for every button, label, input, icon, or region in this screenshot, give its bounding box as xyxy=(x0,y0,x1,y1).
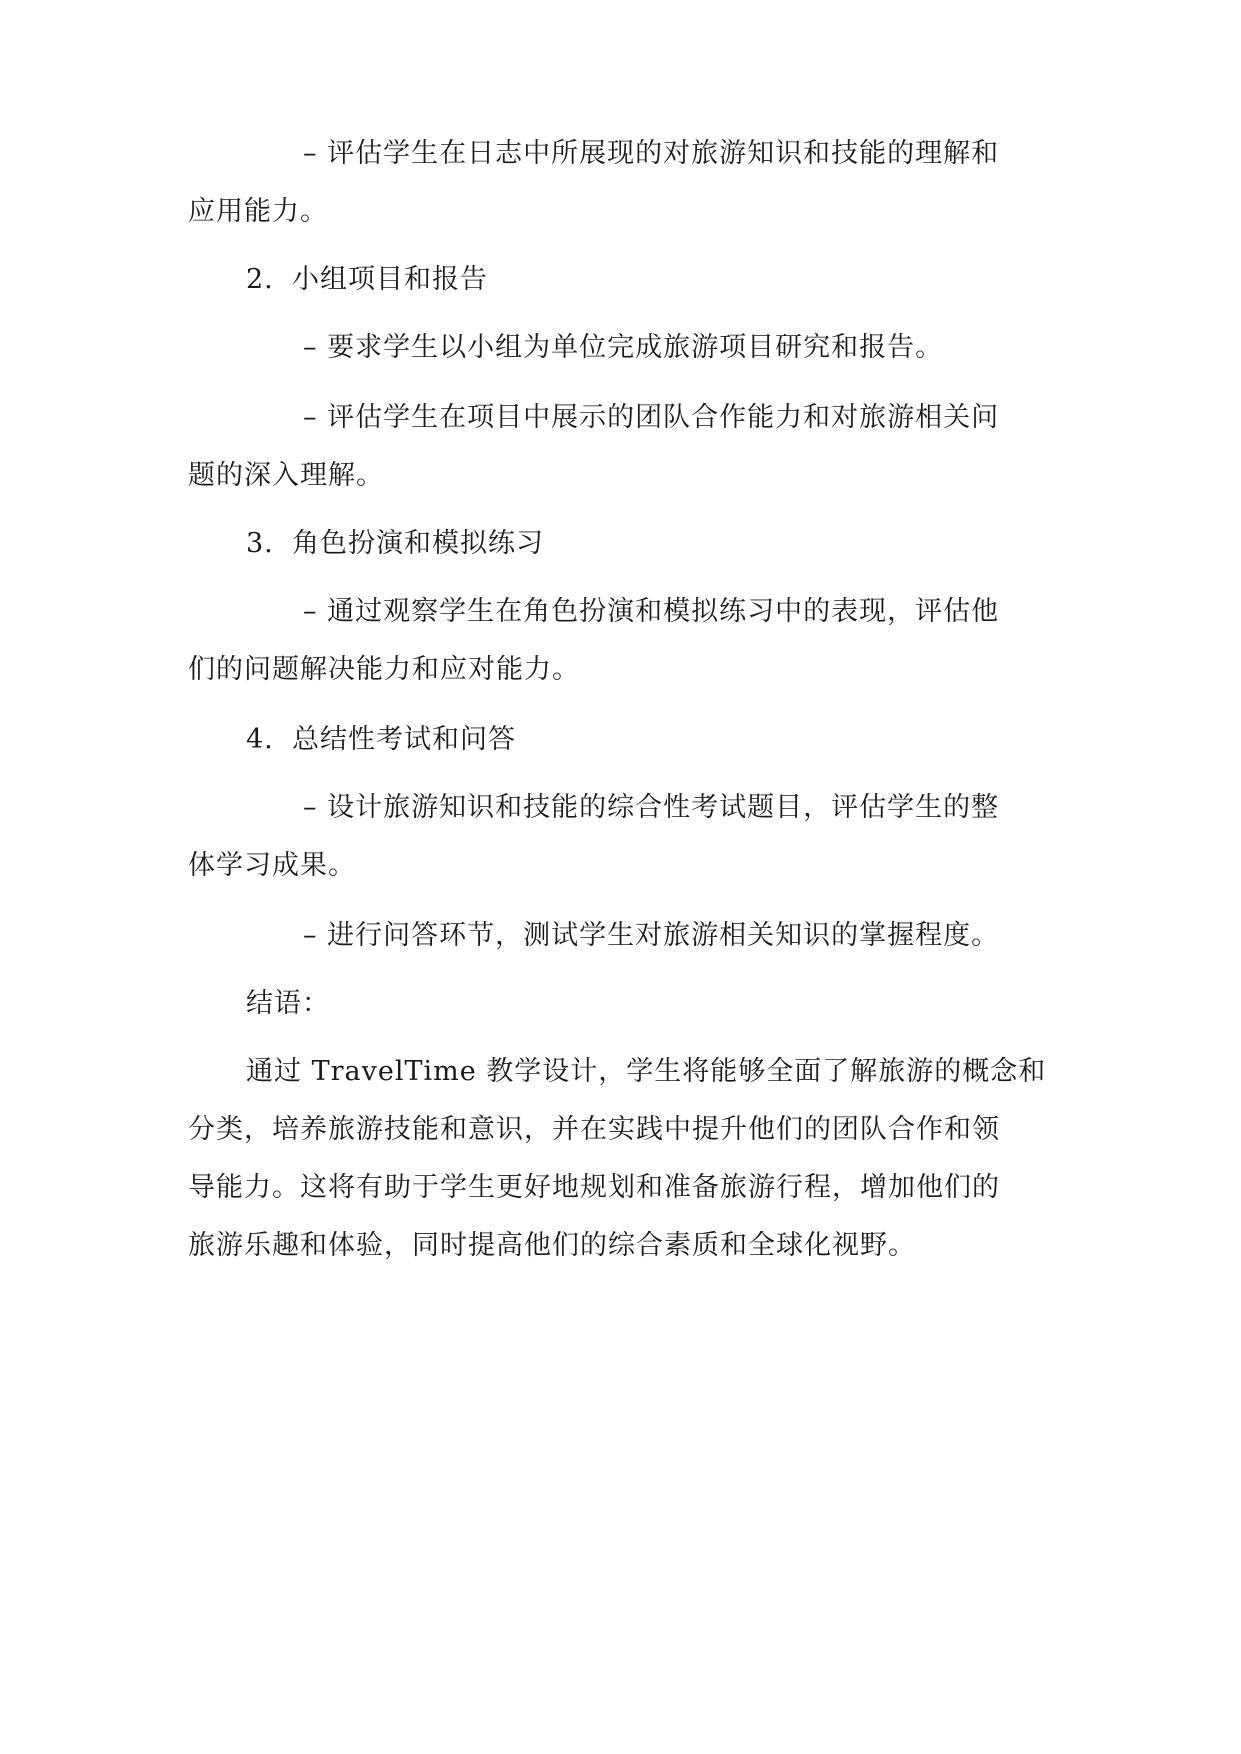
bullet-group-2-line-2: 题的深入理解。 xyxy=(188,460,384,491)
section-number: 2. xyxy=(246,264,274,295)
section-number: 4. xyxy=(246,724,274,755)
section-number: 3. xyxy=(246,528,274,559)
bullet-exam-1-line-2: 体学习成果。 xyxy=(188,850,356,881)
conclusion-title: 结语： xyxy=(246,988,330,1019)
conclusion-line-2: 分类，培养旅游技能和意识，并在实践中提升他们的团队合作和领 xyxy=(188,1114,1000,1145)
bullet-journal-1-line-1: – 评估学生在日志中所展现的对旅游知识和技能的理解和 xyxy=(303,138,1000,169)
section-title: 总结性考试和问答 xyxy=(292,724,516,755)
section-heading-roleplay xyxy=(246,526,544,562)
conclusion-line-1: 通过 TravelTime 教学设计，学生将能够全面了解旅游的概念和 xyxy=(246,1056,1047,1087)
section-title: 小组项目和报告 xyxy=(292,264,488,295)
section-heading-group xyxy=(246,262,488,298)
conclusion-line-4: 旅游乐趣和体验，同时提高他们的综合素质和全球化视野。 xyxy=(188,1230,916,1261)
bullet-group-2-line-1: – 评估学生在项目中展示的团队合作能力和对旅游相关问 xyxy=(303,402,1000,433)
bullet-exam-2: – 进行问答环节，测试学生对旅游相关知识的掌握程度。 xyxy=(303,920,1000,951)
bullet-roleplay-1-line-2: 们的问题解决能力和应对能力。 xyxy=(188,654,580,685)
bullet-exam-1-line-1: – 设计旅游知识和技能的综合性考试题目，评估学生的整 xyxy=(303,792,1000,823)
conclusion-line-3: 导能力。这将有助于学生更好地规划和准备旅游行程，增加他们的 xyxy=(188,1172,1000,1203)
section-heading-exam xyxy=(246,722,516,758)
bullet-group-1: – 要求学生以小组为单位完成旅游项目研究和报告。 xyxy=(303,332,944,363)
bullet-journal-1-line-2: 应用能力。 xyxy=(188,196,328,227)
bullet-roleplay-1-line-1: – 通过观察学生在角色扮演和模拟练习中的表现，评估他 xyxy=(303,596,1000,627)
section-title: 角色扮演和模拟练习 xyxy=(292,528,544,559)
